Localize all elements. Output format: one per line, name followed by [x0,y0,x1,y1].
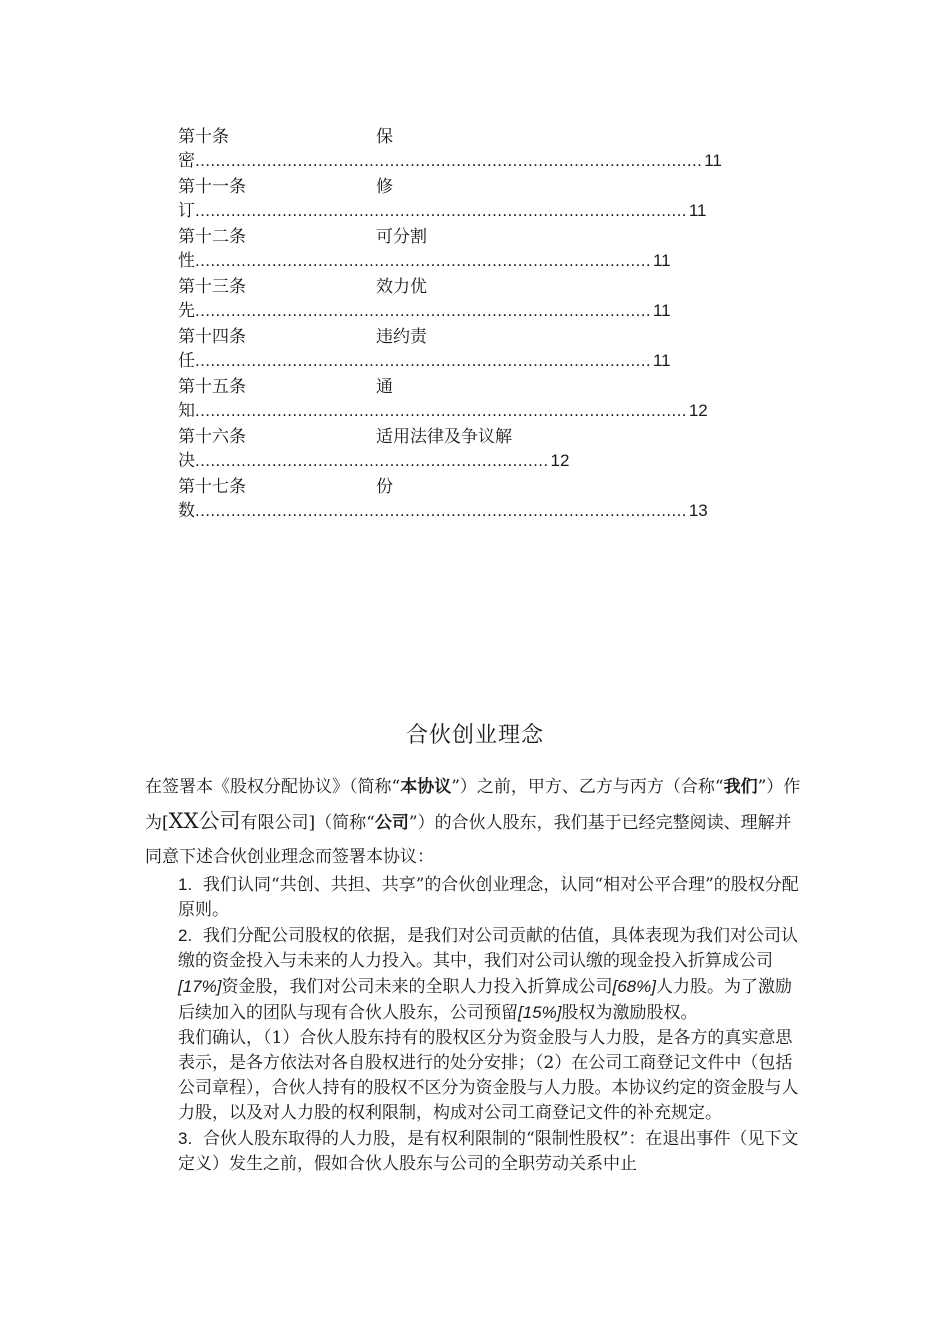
toc-leader-dots: ......................................................................................... [195,301,651,320]
toc-title: 违约责 [376,327,427,347]
item-text: 合伙人股东取得的人力股，是有权利限制的“限制性股权”：在退出事件（见下文定义）发生之前，假如合伙人股东与公司的全职劳动关系中止 [178,1129,799,1174]
toc-page-number: 13 [688,501,708,520]
toc-article-number: 第十条 [178,127,229,147]
toc-entry[interactable] [178,475,778,525]
toc-page-number: 12 [688,401,708,420]
toc-article-number: 第十三条 [178,277,246,297]
percentage-value: [17%] [178,977,222,996]
toc-article-number: 第十二条 [178,227,246,247]
toc-leader-dots: ................................................................................................ [195,401,687,420]
toc-title-continued: 订 [178,201,195,221]
intro-paragraph [145,770,805,874]
toc-entry[interactable] [178,175,778,225]
toc-title: 通 [376,377,393,397]
principles-list [178,872,806,1177]
toc-title-continued: 决 [178,451,195,471]
defined-term: 我们 [723,777,758,797]
toc-entry[interactable] [178,275,778,325]
toc-entry[interactable] [178,425,778,475]
toc-page-number: 11 [652,351,671,370]
percentage-value: [15%] [518,1003,562,1022]
toc-title: 份 [376,477,393,497]
item-number: 2. [178,926,193,945]
item-text: 资金股，我们对公司未来的全职人力投入折算成公司 [221,977,613,997]
toc-page-number: 11 [688,201,707,220]
toc-title: 修 [376,177,393,197]
toc-leader-dots: ......................................................................................... [195,351,651,370]
toc-page-number: 11 [652,251,671,270]
defined-term: 本协议 [400,777,452,797]
intro-text: ”）之前，甲方、乙方与丙方（合称“ [451,777,724,797]
toc-page-number: 11 [704,151,722,170]
toc-title: 效力优 [376,277,427,297]
toc-entry[interactable] [178,325,778,375]
percentage-value: [68%] [612,977,656,996]
company-placeholder: XX公司 [168,809,241,833]
toc-leader-dots: ......................................................................................... [195,251,651,270]
toc-article-number: 第十五条 [178,377,246,397]
toc-title-continued: 性 [178,251,195,271]
toc-page-number: 12 [550,451,570,470]
item-text: 股权为激励股权。 [561,1003,698,1023]
intro-text: 在签署本《股权分配协议》（简称“ [145,777,401,797]
item-number: 3. [178,1129,193,1148]
toc-article-number: 第十七条 [178,477,246,497]
toc-leader-dots: ................................................................................................ [195,501,687,520]
list-item [178,923,806,1026]
toc-title-continued: 先 [178,301,195,321]
item-text: 人力股。为了激励后续加入的团队与现有合伙人股东，公司预留 [178,977,792,1023]
toc-title-continued: 数 [178,501,195,521]
list-item [178,872,806,923]
toc-leader-dots: ................................................................................................... [195,151,703,170]
toc-title: 保 [376,127,393,147]
toc-title: 可分割 [376,227,427,247]
toc-article-number: 第十四条 [178,327,246,347]
item-text: 我们认同“共创、共担、共享”的合伙创业理念，认同“相对公平合理”的股权分配原则。 [178,875,799,920]
toc-entry[interactable] [178,225,778,275]
intro-text: ”）的合伙人股东，我们基于已经完整阅读、理解并同意下述合伙创业理念而签署本协议： [145,813,792,867]
table-of-contents [178,125,778,525]
toc-leader-dots: ................................................................................................ [195,201,687,220]
toc-article-number: 第十六条 [178,427,246,447]
toc-title-continued: 任 [178,351,195,371]
intro-text: 有限公司]（简称“ [240,813,375,833]
toc-title: 适用法律及争议解 [376,427,512,447]
defined-term: 公司 [374,813,409,833]
toc-entry[interactable] [178,125,778,175]
item-text: 我们分配公司股权的依据，是我们对公司贡献的估值，具体表现为我们对公司认缴的资金投入与未来的人力投入。其中，我们对公司认缴的现金投入折算成公司 [178,926,798,971]
intro-text: ”）作为[ [145,777,801,833]
toc-page-number: 11 [652,301,671,320]
toc-entry[interactable] [178,375,778,425]
item-number: 1. [178,875,193,894]
section-title: 合伙创业理念 [405,723,544,748]
toc-title-continued: 知 [178,401,195,421]
toc-article-number: 第十一条 [178,177,246,197]
confirmation-paragraph: 我们确认，（1）合伙人股东持有的股权区分为资金股与人力股，是各方的真实意思表示，是各方依法对各自股权进行的处分安排；（2）在公司工商登记文件中（包括公司章程），合伙人持有的股权不区分为资金股与人力股。本协议约定的资金股与人力股，以及对人力股的权利限制，构成对公司工商登记文件的补充规定。 [178,1028,799,1123]
list-item [178,1126,806,1177]
toc-leader-dots: ..................................................................... [195,451,549,470]
toc-title-continued: 密 [178,151,195,171]
